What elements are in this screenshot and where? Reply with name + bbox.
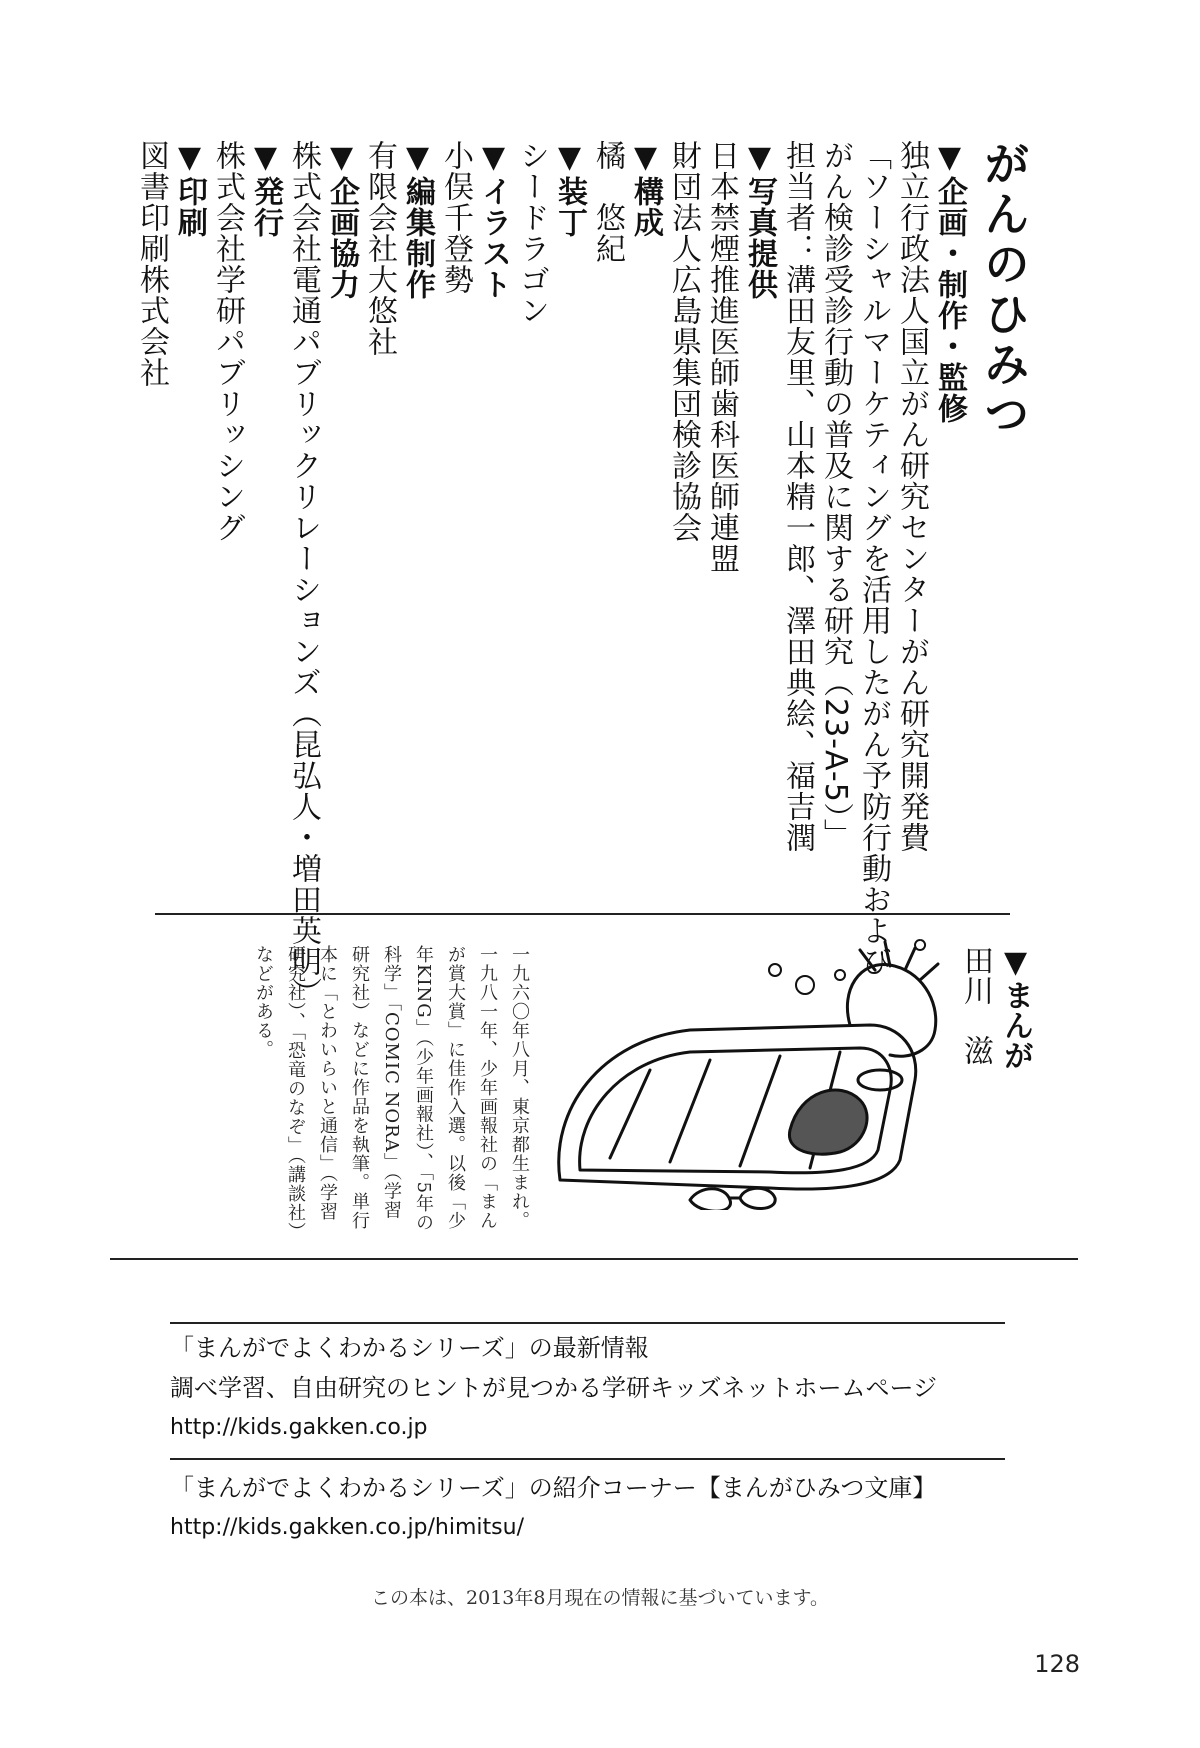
- gakken-kids-link[interactable]: http://kids.gakken.co.jp: [170, 1415, 428, 1440]
- series-latest-heading: 「まんがでよくわかるシリーズ」の最新情報: [170, 1334, 649, 1362]
- page-number: 128: [1034, 1650, 1080, 1678]
- manga-artist-bio: 一九六〇年八月、東京都生まれ。一九八一年、少年画報社の「まんが賞大賞」に佳作入選。以後「少年KING」（少年画報社）、「5年の科学」「COMIC NORA」（学習研究社）などに作品を執筆。単行本に「とわいらいと通信」（学習研究社）、「恐竜のなぞ」（講談社）などがある。: [253, 945, 530, 1233]
- info-top-rule: [170, 1322, 1005, 1324]
- credit-heading: ▼編集制作: [400, 140, 435, 300]
- credit-entry: 日本禁煙推進医師歯科医師連盟: [704, 140, 739, 574]
- series-latest-info: [170, 1328, 1010, 1448]
- credit-heading: ▼装丁: [552, 140, 587, 238]
- section-divider-long: [110, 1258, 1078, 1260]
- book-title: がんのひみつ: [977, 140, 1031, 440]
- credit-entry: 「ソーシャルマーケティングを活用したがん予防行動および: [856, 140, 891, 977]
- credit-heading: ▼発行: [248, 140, 283, 238]
- section-divider-short: [155, 913, 1010, 915]
- credit-entry: 担当者：溝田友里、山本精一郎、澤田典絵、福吉潤: [780, 140, 815, 853]
- credit-entry: 株式会社学研パブリッシング: [210, 140, 245, 543]
- credit-heading: ▼イラスト: [476, 140, 511, 300]
- credit-heading: ▼企画協力: [324, 140, 359, 300]
- credit-entry: 図書印刷株式会社: [134, 140, 169, 388]
- credit-entry: シードラゴン: [514, 140, 549, 326]
- credit-entry: 小俣千登勢: [438, 140, 473, 295]
- manga-artist-name: 田川 滋: [958, 945, 993, 1065]
- credit-entry: 独立行政法人国立がん研究センターがん研究開発費: [894, 140, 929, 853]
- credit-entry: 財団法人広島県集団検診協会: [666, 140, 701, 543]
- credit-heading: ▼写真提供: [742, 140, 777, 300]
- himitsu-link[interactable]: http://kids.gakken.co.jp/himitsu/: [170, 1515, 524, 1540]
- credit-entry: 有限会社大悠社: [362, 140, 397, 357]
- credit-entry: 株式会社電通パブリックリレーションズ（昆弘人・増田英明）: [286, 140, 321, 1008]
- gakken-kids-description: 調べ学習、自由研究のヒントが見つかる学研キッズネットホームページ: [170, 1374, 938, 1402]
- series-intro-info: [170, 1468, 1010, 1548]
- credit-heading: ▼構成: [628, 140, 663, 238]
- credit-heading: ▼印刷: [172, 140, 207, 238]
- manga-heading: ▼まんが: [998, 945, 1033, 1070]
- series-intro-heading: 「まんがでよくわかるシリーズ」の紹介コーナー【まんがひみつ文庫】: [170, 1474, 937, 1502]
- sleeping-person-illustration: [540, 930, 960, 1210]
- credit-entry: 橘 悠紀: [590, 140, 625, 264]
- info-middle-rule: [170, 1458, 1005, 1460]
- credit-entry: がん検診受診行動の普及に関する研究（23-A-5）」: [818, 140, 853, 850]
- credit-heading: ▼企画・制作・監修: [932, 140, 967, 424]
- info-date-note: この本は、2013年8月現在の情報に基づいています。: [371, 1587, 829, 1609]
